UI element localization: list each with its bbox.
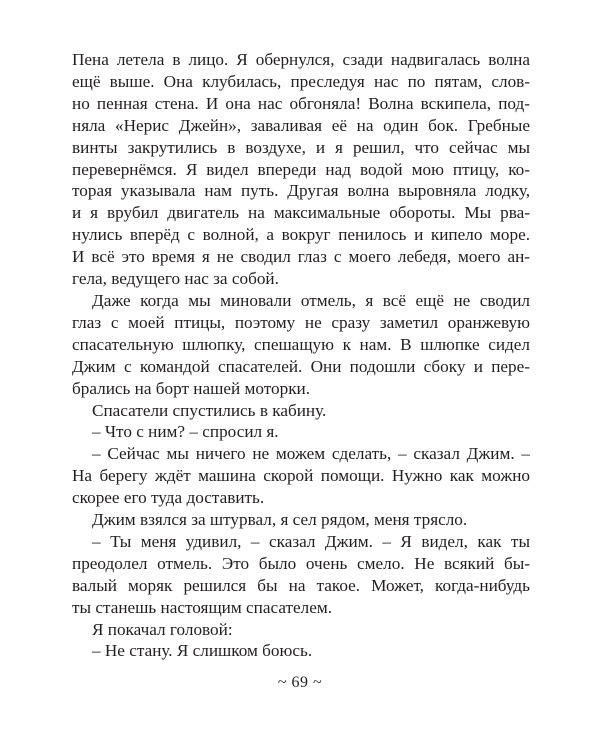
text-line: преодолел отмель. Это было очень смело. Не всякий бы- — [72, 553, 530, 573]
text-line: но пенная стена. И она нас обгоняла! Волна вскипела, под- — [72, 93, 530, 113]
text-line: Джим с командой спасателей. Они подошли сбоку и пере- — [72, 356, 530, 376]
text-line: ещё выше. Она клубилась, преследуя нас по пятам, слов- — [72, 71, 530, 91]
text-line: гела, ведущего нас за собой. — [72, 269, 279, 289]
text-line: и я врубил двигатель на максимальные обороты. Мы рва- — [72, 203, 530, 223]
text-line: няла «Нерис Джейн», заваливая её на один бок. Гребные — [72, 115, 530, 135]
text-line: валый моряк решился бы на такое. Может, когда-нибудь — [72, 575, 530, 595]
text-line: Спасатели спустились в кабину. — [92, 400, 327, 420]
page-number: ~ 69 ~ — [277, 674, 323, 691]
text-line: Джим взялся за штурвал, я сел рядом, меня трясло. — [92, 510, 468, 530]
text-line: – Сейчас мы ничего не можем сделать, – сказал Джим. – — [92, 444, 530, 464]
text-line: глаз с моей птицы, поэтому не сразу заметил оранжевую — [72, 312, 530, 332]
body-text — [72, 49, 530, 662]
text-line: Пена летела в лицо. Я обернулся, сзади надвигалась волна — [72, 50, 530, 69]
text-line: торая указывала нам путь. Другая волна выровняла лодку, — [72, 181, 530, 201]
text-line: спасательную шлюпку, спешащую к нам. В шлюпке сидел — [72, 334, 530, 354]
text-line: перевернёмся. Я видел впереди над водой мою птицу, ко- — [72, 159, 530, 179]
text-line: – Не стану. Я слишком боюсь. — [92, 641, 313, 661]
text-line: И всё это время я не сводил глаз с моего лебедя, моего ан- — [72, 247, 530, 267]
text-line: скорее его туда доставить. — [72, 488, 265, 508]
text-line: винты закрутились в воздухе, и я решил, что сейчас мы — [72, 137, 530, 157]
text-line: Даже когда мы миновали отмель, я всё ещё не сводил — [92, 290, 530, 310]
text-line: На берегу ждёт машина скорой помощи. Нужно как можно — [72, 466, 530, 486]
text-line: нулись вперёд с волной, а вокруг пенилось и кипело море. — [72, 225, 530, 245]
text-line: – Ты меня удивил, – сказал Джим. – Я видел, как ты — [92, 531, 530, 551]
text-line: – Что с ним? – спросил я. — [92, 422, 279, 442]
text-line: брались на борт нашей моторки. — [72, 378, 311, 398]
text-line: ты станешь настоящим спасателем. — [72, 597, 333, 617]
text-line: Я покачал головой: — [92, 619, 233, 639]
